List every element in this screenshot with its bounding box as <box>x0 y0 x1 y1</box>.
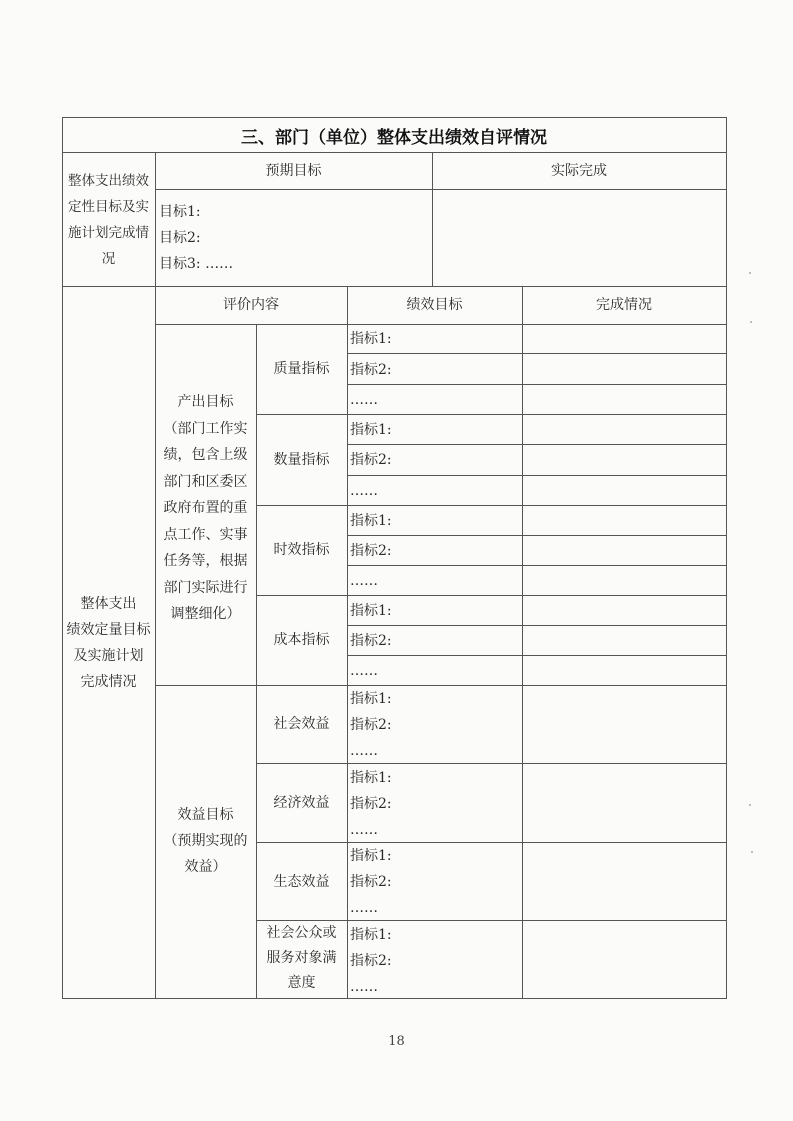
quantity-indicator-label: 数量指标 <box>273 452 330 468</box>
quantity-ind-2: 指标2: <box>350 452 392 468</box>
satisfaction-ind-2: 指标2: <box>350 953 392 969</box>
scan-speck <box>749 272 751 274</box>
ecological-benefit-label: 生态效益 <box>273 874 330 890</box>
cost-ind-2: 指标2: <box>350 633 392 649</box>
economic-ind-1: 指标1: <box>350 770 392 786</box>
benefit-goal-label: 效益目标 （预期实现的 效益） <box>163 807 248 875</box>
quality-indicator-label: 质量指标 <box>273 361 330 377</box>
social-ind-more: …… <box>350 743 378 759</box>
section-title: 三、部门（单位）整体支出绩效自评情况 <box>241 127 547 148</box>
quality-ind-2: 指标2: <box>350 362 392 378</box>
timeliness-ind-1: 指标1: <box>350 513 392 529</box>
ecological-ind-2: 指标2: <box>350 874 392 890</box>
satisfaction-label: 社会公众或 服务对象满 意度 <box>266 925 337 991</box>
scan-speck <box>749 804 751 806</box>
scan-speck <box>751 851 753 853</box>
cost-ind-1: 指标1: <box>350 603 392 619</box>
col-evaluation-content: 评价内容 <box>223 297 279 313</box>
timeliness-ind-more: …… <box>350 573 378 589</box>
col-performance-target: 绩效目标 <box>406 297 463 313</box>
quantity-ind-more: …… <box>350 483 378 499</box>
page-number: 18 <box>388 1034 405 1049</box>
social-benefit-label: 社会效益 <box>273 716 330 732</box>
timeliness-indicator-label: 时效指标 <box>273 542 330 558</box>
timeliness-ind-2: 指标2: <box>350 543 392 559</box>
cost-ind-more: …… <box>350 663 378 679</box>
satisfaction-ind-more: …… <box>350 979 378 995</box>
quantitative-label: 整体支出 绩效定量目标 及实施计划 完成情况 <box>66 596 151 690</box>
goal-3: 目标3: …… <box>159 256 234 272</box>
social-ind-2: 指标2: <box>350 717 392 733</box>
col-expected-goal: 预期目标 <box>265 163 322 179</box>
economic-ind-2: 指标2: <box>350 796 392 812</box>
goal-2: 目标2: <box>159 230 201 246</box>
quantity-ind-1: 指标1: <box>350 422 392 438</box>
economic-ind-more: …… <box>350 822 378 838</box>
col-actual-completion: 实际完成 <box>551 163 607 179</box>
economic-benefit-label: 经济效益 <box>273 795 330 811</box>
quality-ind-more: …… <box>350 392 378 408</box>
col-completion-status: 完成情况 <box>596 297 652 313</box>
ecological-ind-1: 指标1: <box>350 848 392 864</box>
scan-speck <box>750 321 752 323</box>
output-goal-label: 产出目标 （部门工作实 绩，包含上级 部门和区委区 政府布置的重 点工作、实事 任务等，根据 部门实际进行 调整细化） <box>163 394 248 622</box>
quality-ind-1: 指标1: <box>350 331 392 347</box>
cost-indicator-label: 成本指标 <box>273 632 330 648</box>
qualitative-label: 整体支出绩效 定性目标及实 施计划完成情 况 <box>68 173 149 267</box>
satisfaction-ind-1: 指标1: <box>350 927 392 943</box>
goal-1: 目标1: <box>159 204 201 220</box>
ecological-ind-more: …… <box>350 900 378 916</box>
social-ind-1: 指标1: <box>350 691 392 707</box>
